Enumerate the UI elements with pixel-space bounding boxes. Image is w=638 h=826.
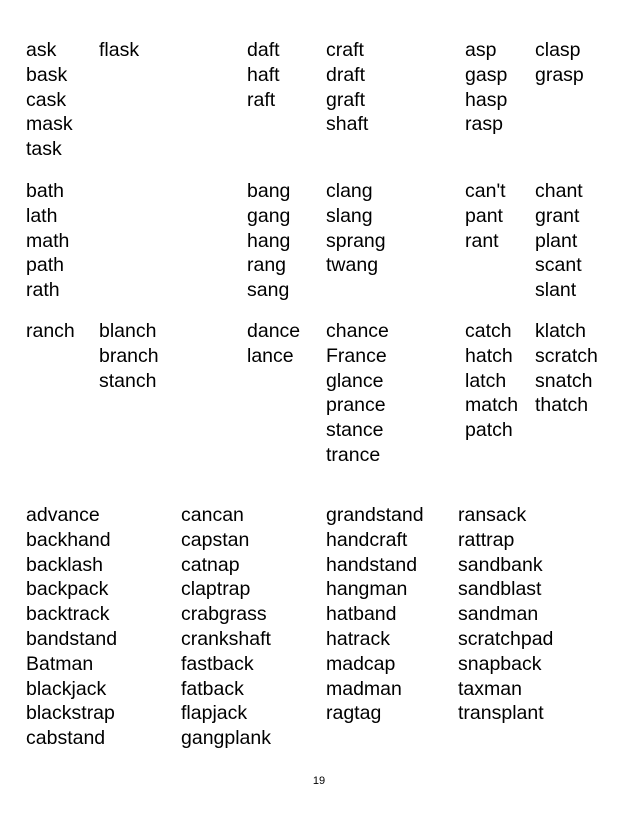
word: gang [247,204,291,227]
word: taxman [458,677,522,700]
word: grandstand [326,504,424,526]
word-column-a-s-group-6 [535,38,584,88]
word: hatrack [326,627,390,650]
word: daft [247,39,280,61]
word: mask [26,113,73,136]
word: sandbank [458,553,543,576]
word: ransack [458,504,527,526]
compound-word-column-1 [26,503,117,751]
word: chant [535,180,583,202]
word: ragtag [326,702,382,725]
word: advance [26,504,100,526]
word: stanch [99,369,157,392]
word: grasp [535,63,584,86]
word: raft [247,88,276,111]
word: hatch [465,344,513,367]
word: hang [247,229,291,252]
word: handcraft [326,528,408,551]
word: bask [26,63,68,86]
word-column-a-nch-nce-tch-group-2 [99,319,159,393]
word-column-a-nch-nce-tch-group-3 [247,319,300,369]
word: capstan [181,528,250,551]
word: clang [326,180,373,202]
word: prance [326,394,386,417]
word-column-a-s-group-4 [326,38,368,137]
word: rang [247,254,287,277]
word: backpack [26,578,109,601]
word: fastback [181,652,254,675]
word: lance [247,344,294,367]
word: scratchpad [458,627,554,650]
word-column-a-th-ng-nt-group-5 [465,179,506,253]
word: gangplank [181,727,271,750]
word-column-a-nch-nce-tch-group-1 [26,319,75,344]
word: ask [26,39,57,61]
word: rath [26,279,60,302]
word: chance [326,320,389,342]
word: cancan [181,504,244,526]
compound-word-column-3 [326,503,424,726]
word: hatband [326,603,397,626]
word: flask [99,39,140,61]
word: blackstrap [26,702,115,725]
word: grant [535,204,580,227]
word: sandblast [458,578,542,601]
compound-word-column-2 [181,503,271,751]
word: scratch [535,344,598,367]
word: blanch [99,320,157,342]
word: patch [465,419,513,442]
word: backhand [26,528,111,551]
word: snapback [458,652,542,675]
word: gasp [465,63,508,86]
word-column-a-s-group-1 [26,38,73,162]
word: haft [247,63,280,86]
word: lath [26,204,58,227]
word: blackjack [26,677,107,700]
word-column-a-s-group-3 [247,38,280,112]
word: claptrap [181,578,251,601]
word: Batman [26,652,94,675]
word: cask [26,88,67,111]
word: match [465,394,519,417]
word: draft [326,63,366,86]
word-column-a-s-group-2 [99,38,139,63]
word: ranch [26,320,75,342]
word: catch [465,320,512,342]
word: craft [326,39,364,61]
word: France [326,344,387,367]
word-column-a-nch-nce-tch-group-4 [326,319,389,468]
word: stance [326,419,384,442]
word: hasp [465,88,508,111]
word-column-a-th-ng-nt-group-6 [535,179,583,303]
word: rattrap [458,528,515,551]
word: slang [326,204,373,227]
word: madcap [326,652,396,675]
word: asp [465,39,497,61]
word: flapjack [181,702,248,725]
word: bang [247,180,291,202]
word: bandstand [26,627,118,650]
word: sandman [458,603,539,626]
word: branch [99,344,159,367]
word-column-a-nch-nce-tch-group-5 [465,319,518,443]
word: thatch [535,394,589,417]
word: twang [326,254,379,277]
word: glance [326,369,384,392]
word: clasp [535,39,581,61]
word: plant [535,229,578,252]
word: task [26,138,62,161]
word: backtrack [26,603,110,626]
word: catnap [181,553,240,576]
word: bath [26,180,64,202]
word: math [26,229,70,252]
word: klatch [535,320,586,342]
word: slant [535,279,577,302]
word: pant [465,204,503,227]
word-column-a-th-ng-nt-group-4 [326,179,386,278]
word: cabstand [26,727,106,750]
word: graft [326,88,366,111]
word: backlash [26,553,103,576]
word: handstand [326,553,418,576]
compound-word-column-4 [458,503,553,726]
word: dance [247,320,301,342]
page-number: 19 [312,775,326,787]
word: madman [326,677,402,700]
word: snatch [535,369,593,392]
word: scant [535,254,582,277]
word: trance [326,443,381,466]
word: crankshaft [181,627,271,650]
word-column-a-th-ng-nt-group-3 [247,179,290,303]
word: hangman [326,578,408,601]
word: shaft [326,113,369,136]
word: rasp [465,113,503,136]
word-column-a-s-group-5 [465,38,507,137]
word: path [26,254,64,277]
word-column-a-th-ng-nt-group-1 [26,179,69,303]
word: can't [465,180,506,202]
word: rant [465,229,499,252]
word: latch [465,369,507,392]
word: fatback [181,677,244,700]
word: sprang [326,229,386,252]
word: crabgrass [181,603,267,626]
word: sang [247,279,290,302]
word-column-a-nch-nce-tch-group-6 [535,319,598,418]
word: transplant [458,702,544,725]
